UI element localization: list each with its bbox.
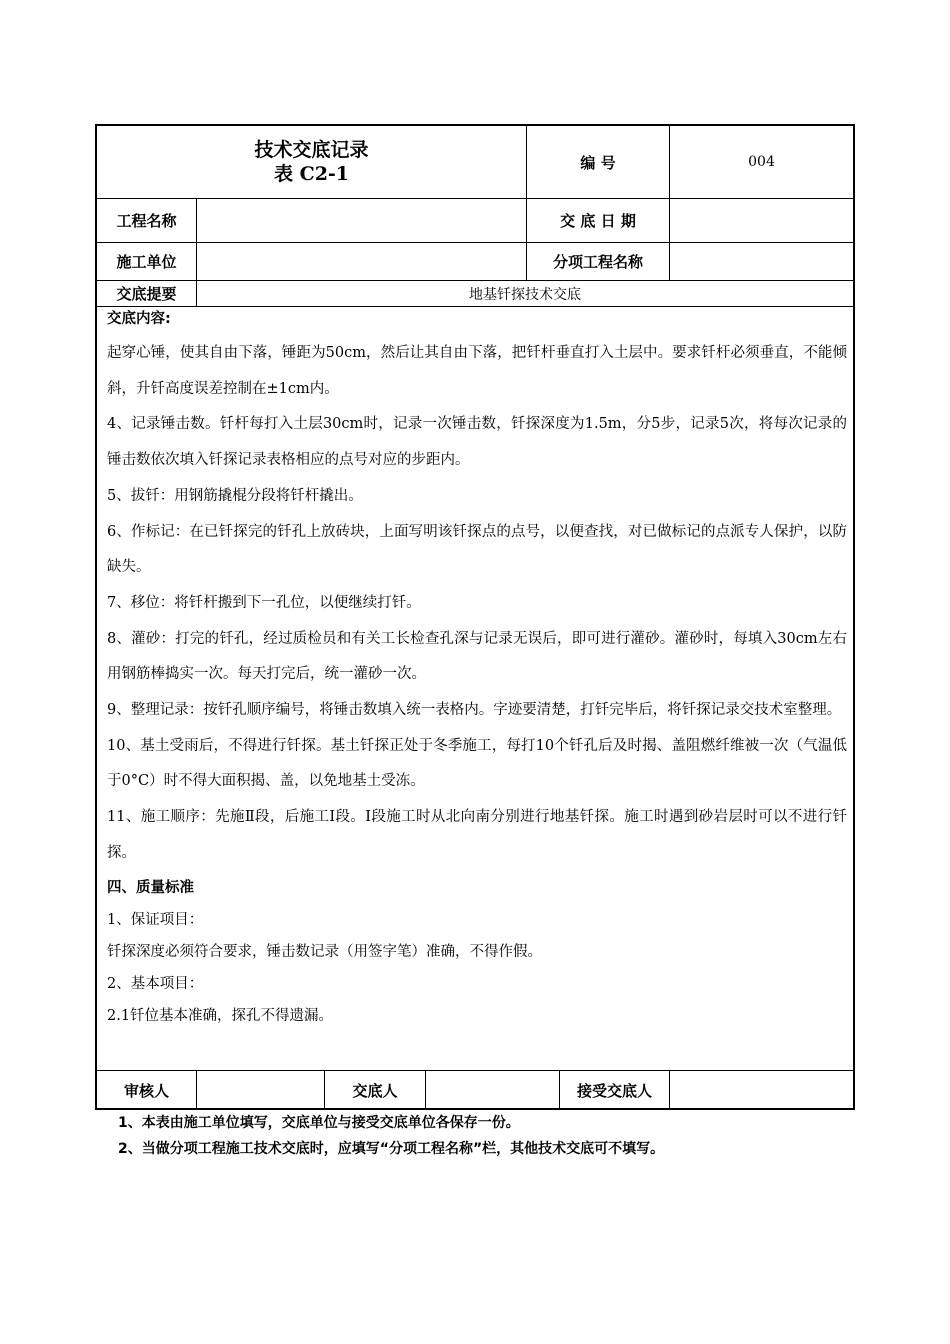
content-paragraph: 6、作标记：在已钎探完的钎孔上放砖块，上面写明该钎探点的点号，以便查找，对已做标记的点派专人保护，以防缺失。 — [107, 523, 847, 576]
note-item: 1、本表由施工单位填写，交底单位与接受交底单位各保存一份。 — [118, 1115, 520, 1131]
discloser-value[interactable] — [426, 1071, 559, 1110]
content-paragraph: 10、基土受雨后，不得进行钎探。基土钎探正处于冬季施工，每打10个钎孔后及时揭、盖阻燃纤维被一次（气温低于0°C）时不得大面积揭、盖，以免地基土受冻。 — [107, 737, 847, 790]
unit-value[interactable] — [197, 243, 526, 280]
sub-project-value[interactable] — [670, 243, 853, 280]
summary-value: 地基钎探技术交底 — [469, 286, 581, 303]
content-paragraph: 11、施工顺序：先施Ⅱ段，后施工Ⅰ段。Ⅰ段施工时从北向南分别进行地基钎探。施工时遇到砂岩层时可以不进行钎探。 — [107, 809, 847, 861]
quality-item: 钎探深度必须符合要求，锤击数记录（用签字笔）准确，不得作假。 — [107, 943, 542, 960]
quality-heading: 四、质量标准 — [107, 879, 194, 896]
form-title-code: 表 C2-1 — [273, 163, 350, 185]
summary-label: 交底提要 — [116, 285, 177, 303]
form-title — [97, 126, 526, 198]
reviewer-label: 审核人 — [123, 1082, 169, 1100]
project-name-value[interactable] — [197, 199, 526, 242]
sub-project-label: 分项工程名称 — [552, 253, 643, 271]
quality-item: 1、保证项目： — [107, 911, 204, 928]
receiver-value[interactable] — [670, 1071, 853, 1110]
date-value[interactable] — [670, 199, 853, 242]
content-paragraph: 8、灌砂：打完的钎孔，经过质检员和有关工长检查孔深与记录无误后，即可进行灌砂。灌砂时，每填入30cm左右用钢筋棒捣实一次。每天打完后，统一灌砂一次。 — [107, 630, 847, 683]
form-notes — [118, 1110, 664, 1162]
content-heading: 交底内容: — [107, 311, 171, 327]
unit-label: 施工单位 — [116, 253, 177, 271]
quality-item: 2、基本项目： — [107, 975, 204, 992]
receiver-label: 接受交底人 — [576, 1082, 652, 1100]
technical-disclosure-form — [95, 124, 855, 1110]
content-paragraph: 9、整理记录：按钎孔顺序编号，将锤击数填入统一表格内。字迹要清楚，打钎完毕后，将钎探记录交技术室整理。 — [107, 702, 842, 719]
content-paragraph: 7、移位：将钎杆搬到下一孔位，以便继续打钎。 — [107, 594, 421, 611]
content-paragraph: 4、记录锤击数。钎杆每打入土层30cm时，记录一次锤击数，钎探深度为1.5m，分5步，记录5次，将每次记录的锤击数依次填入钎探记录表格相应的点号对应的步距内。 — [107, 416, 847, 469]
project-name-label: 工程名称 — [116, 212, 177, 230]
content-paragraph: 起穿心锤，使其自由下落，锤距为50cm，然后让其自由下落，把钎杆垂直打入土层中。要求钎杆必须垂直，不能倾斜，升钎高度误差控制在±1cm内。 — [107, 345, 847, 397]
note-item: 2、当做分项工程施工技术交底时，应填写“分项工程名称”栏，其他技术交底可不填写。 — [118, 1141, 665, 1157]
disclosure-content — [107, 306, 847, 1032]
discloser-label: 交底人 — [352, 1082, 398, 1100]
number-value: 004 — [748, 154, 775, 170]
quality-item: 2.1钎位基本准确，探孔不得遗漏。 — [107, 1007, 334, 1024]
number-label: 编 号 — [580, 153, 616, 172]
content-paragraph: 5、拔钎：用钢筋撬棍分段将钎杆撬出。 — [107, 487, 363, 504]
form-title-main: 技术交底记录 — [254, 139, 369, 161]
date-label: 交 底 日 期 — [560, 212, 636, 230]
reviewer-value[interactable] — [197, 1071, 324, 1110]
